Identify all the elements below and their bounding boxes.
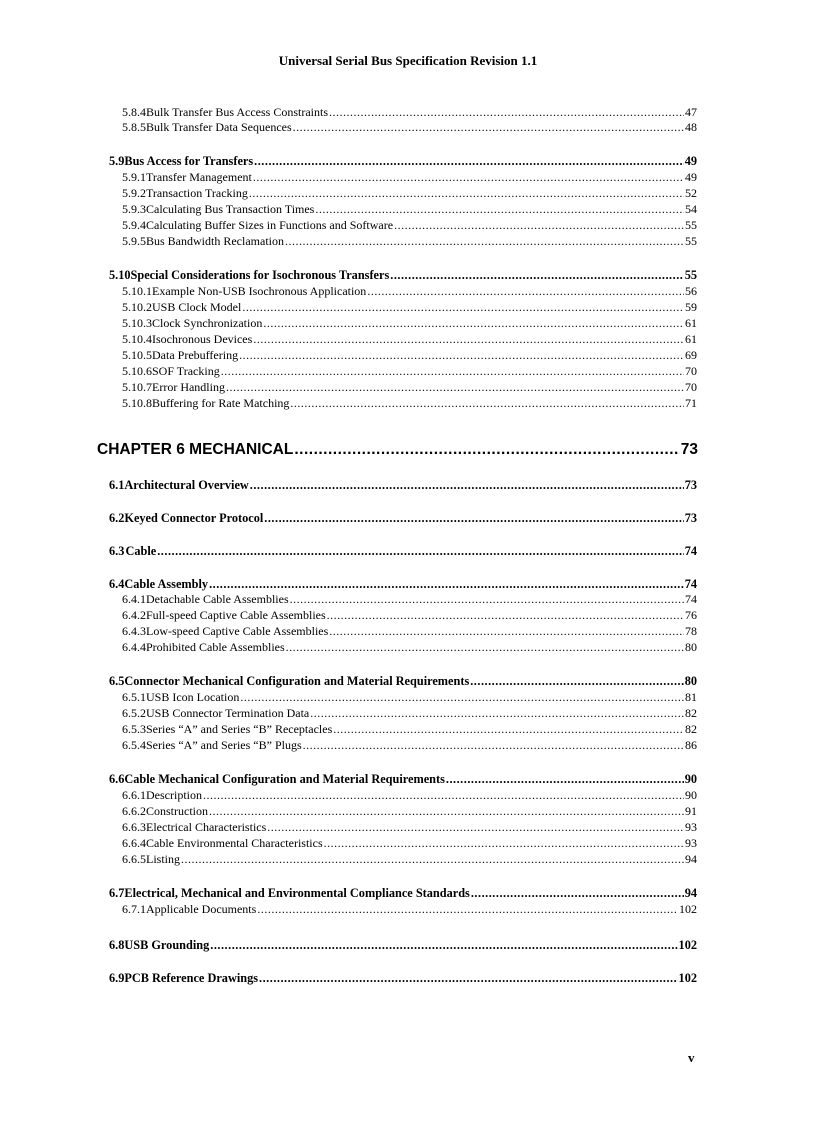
toc-subsection-entry[interactable]	[122, 788, 697, 803]
dot-leader	[333, 722, 684, 737]
toc-subsection-entry[interactable]	[122, 592, 697, 607]
dot-leader	[390, 268, 683, 283]
dot-leader	[253, 170, 684, 185]
toc-entry-number: 6.5.1	[122, 690, 146, 704]
toc-subsection-entry[interactable]	[122, 836, 697, 851]
toc-section-entry[interactable]	[109, 938, 697, 953]
toc-entry-title: PCB Reference Drawings	[124, 971, 259, 985]
dot-leader	[446, 772, 684, 787]
toc-subsection-entry[interactable]	[122, 722, 697, 737]
toc-entry-page: 74	[685, 592, 697, 606]
dot-leader	[240, 690, 684, 705]
toc-entry-number: 6.7.1	[122, 902, 146, 916]
toc-entry-page: 82	[685, 722, 697, 736]
toc-subsection-entry[interactable]	[122, 690, 697, 705]
toc-subsection-entry[interactable]	[122, 640, 697, 655]
toc-entry-title: USB Grounding	[124, 938, 210, 952]
toc-section-entry[interactable]	[109, 154, 697, 169]
toc-subsection-entry[interactable]	[122, 234, 697, 249]
toc-entry-number: 6.4.3	[122, 624, 146, 638]
toc-entry-title: Description	[146, 788, 202, 802]
toc-entry-title: Transfer Management	[146, 170, 252, 184]
toc-entry-number: 5.10.2	[122, 300, 152, 314]
toc-subsection-entry[interactable]	[122, 120, 697, 135]
toc-entry-title: Cable Mechanical Configuration and Material Requirements	[124, 772, 445, 786]
toc-entry-page: 61	[685, 316, 697, 330]
toc-subsection-entry[interactable]	[122, 902, 697, 917]
dot-leader	[315, 202, 684, 217]
toc-entry-number: 5.10.6	[122, 364, 152, 378]
toc-entry-page: 71	[685, 396, 697, 410]
toc-entry-page: 69	[685, 348, 697, 362]
toc-entry-title: Electrical Characteristics	[146, 820, 267, 834]
toc-entry-title: USB Icon Location	[146, 690, 240, 704]
toc-entry-title: Prohibited Cable Assemblies	[146, 640, 285, 654]
toc-entry-page: 91	[685, 804, 697, 818]
dot-leader	[290, 592, 684, 607]
toc-entry-title: Calculating Buffer Sizes in Functions and Software	[146, 218, 394, 232]
toc-subsection-entry[interactable]	[122, 624, 697, 639]
toc-entry-page: 82	[685, 706, 697, 720]
toc-entry-number: 6.9	[109, 971, 125, 985]
toc-entry-number: 6.2	[109, 511, 125, 525]
toc-entry-number: 5.10.5	[122, 348, 152, 362]
toc-entry-title: Error Handling	[152, 380, 225, 394]
toc-entry-number: 6.7	[109, 886, 125, 900]
toc-entry-page: 59	[685, 300, 697, 314]
toc-entry-title: Buffering for Rate Matching	[152, 396, 290, 410]
toc-entry-page: 78	[685, 624, 697, 638]
toc-entry-title: Series “A” and Series “B” Plugs	[146, 738, 302, 752]
toc-entry-title: Cable Assembly	[124, 577, 209, 591]
toc-entry-number: 6.5	[109, 674, 125, 688]
toc-subsection-entry[interactable]	[122, 284, 697, 299]
toc-entry-title: Series “A” and Series “B” Receptacles	[146, 722, 333, 736]
toc-subsection-entry[interactable]	[122, 738, 697, 753]
dot-leader	[329, 624, 684, 639]
dot-leader	[242, 300, 684, 315]
dot-leader	[290, 396, 684, 411]
toc-subsection-entry[interactable]	[122, 364, 697, 379]
toc-entry-title: Transaction Tracking	[146, 186, 248, 200]
toc-subsection-entry[interactable]	[122, 820, 697, 835]
toc-entry-page: 74	[684, 577, 697, 591]
dot-leader	[267, 820, 684, 835]
dot-leader	[250, 478, 684, 493]
toc-entry-page: 49	[685, 170, 697, 184]
toc-entry-title: Example Non-USB Isochronous Application	[152, 284, 367, 298]
toc-entry-number: 6.6	[109, 772, 125, 786]
dot-leader	[226, 380, 684, 395]
dot-leader	[157, 544, 683, 559]
toc-section-entry[interactable]	[109, 886, 697, 901]
toc-entry-number: 6.5.2	[122, 706, 146, 720]
dot-leader	[303, 738, 684, 753]
dot-leader	[324, 836, 684, 851]
dot-leader	[257, 902, 678, 917]
toc-chapter-entry[interactable]	[97, 441, 698, 459]
toc-entry-number: 5.10	[109, 268, 131, 282]
toc-subsection-entry[interactable]	[122, 852, 697, 867]
toc-entry-page: 94	[684, 886, 697, 900]
toc-subsection-entry[interactable]	[122, 300, 697, 315]
toc-entry-title: Cable Environmental Characteristics	[146, 836, 323, 850]
toc-entry-title: Construction	[146, 804, 208, 818]
toc-section-entry[interactable]	[109, 674, 697, 689]
toc-entry-page: 81	[685, 690, 697, 704]
dot-leader	[253, 332, 684, 347]
toc-entry-number: 5.9.2	[122, 186, 146, 200]
toc-entry-number: 5.10.1	[122, 284, 152, 298]
toc-section-entry[interactable]	[109, 772, 697, 787]
toc-entry-page: 73	[684, 511, 697, 525]
toc-entry-title: SOF Tracking	[152, 364, 220, 378]
toc-entry-number: 6.3	[109, 544, 125, 558]
toc-entry-number: 6.6.3	[122, 820, 146, 834]
toc-entry-number: 5.10.4	[122, 332, 152, 346]
toc-entry-number: 6.6.5	[122, 852, 146, 866]
toc-entry-number: 6.5.4	[122, 738, 146, 752]
toc-subsection-entry[interactable]	[122, 332, 697, 347]
toc-subsection-entry[interactable]	[122, 706, 697, 721]
toc-entry-number: 5.9.3	[122, 202, 146, 216]
toc-subsection-entry[interactable]	[122, 348, 697, 363]
dot-leader	[209, 804, 684, 819]
toc-entry-number: 6.4.4	[122, 640, 146, 654]
toc-subsection-entry[interactable]	[122, 170, 697, 185]
toc-entry-page: 86	[685, 738, 697, 752]
toc-entry-title: Connector Mechanical Configuration and Material Requirements	[124, 674, 470, 688]
toc-entry-title: Electrical, Mechanical and Environmental Compliance Standards	[124, 886, 470, 900]
toc-subsection-entry[interactable]	[122, 105, 697, 120]
toc-entry-title: Bus Bandwidth Reclamation	[146, 234, 284, 248]
toc-entry-number: 5.8.5	[122, 120, 146, 134]
toc-entry-title: Full-speed Captive Cable Assemblies	[146, 608, 326, 622]
toc-entry-number: 6.1	[109, 478, 125, 492]
toc-subsection-entry[interactable]	[122, 202, 697, 217]
toc-entry-page: 76	[685, 608, 697, 622]
dot-leader	[181, 852, 684, 867]
toc-subsection-entry[interactable]	[122, 380, 697, 395]
toc-entry-page: 90	[685, 788, 697, 802]
toc-entry-number: 6.4.1	[122, 592, 146, 606]
toc-entry-number: 6.4	[109, 577, 125, 591]
toc-entry-page: 47	[685, 105, 697, 119]
toc-section-entry[interactable]	[109, 971, 697, 986]
toc-entry-page: 52	[685, 186, 697, 200]
toc-entry-page: 102	[678, 971, 697, 985]
dot-leader	[293, 120, 684, 135]
toc-entry-title: Cable	[125, 544, 157, 558]
toc-entry-number: 5.10.7	[122, 380, 152, 394]
toc-entry-number: 6.6.4	[122, 836, 146, 850]
toc-entry-number: 5.9	[109, 154, 125, 168]
page-header-title: Universal Serial Bus Specification Revision 1.1	[278, 53, 538, 68]
dot-leader	[329, 105, 684, 120]
toc-entry-page: 80	[684, 674, 697, 688]
toc-entry-title: Data Prebuffering	[152, 348, 239, 362]
toc-entry-title: Low-speed Captive Cable Assemblies	[146, 624, 329, 638]
toc-entry-title: Isochronous Devices	[152, 332, 253, 346]
toc-entry-page: 70	[685, 364, 697, 378]
toc-entry-title: Listing	[146, 852, 181, 866]
toc-entry-page: 80	[685, 640, 697, 654]
dot-leader	[239, 348, 684, 363]
toc-subsection-entry[interactable]	[122, 218, 697, 233]
toc-entry-page: 102	[679, 902, 697, 916]
toc-section-entry[interactable]	[109, 511, 697, 526]
toc-entry-page: 55	[685, 218, 697, 232]
toc-section-entry[interactable]	[109, 544, 697, 559]
toc-entry-number: 6.6.1	[122, 788, 146, 802]
toc-entry-page: 102	[678, 938, 697, 952]
toc-entry-page: 74	[684, 544, 697, 558]
toc-entry-title: Clock Synchronization	[152, 316, 263, 330]
toc-entry-page: 61	[685, 332, 697, 346]
dot-leader	[394, 218, 684, 233]
dot-leader	[259, 971, 678, 986]
toc-entry-title: Keyed Connector Protocol	[124, 511, 264, 525]
toc-entry-page: 73	[680, 441, 698, 458]
toc-section-entry[interactable]	[109, 268, 697, 283]
toc-entry-page: 55	[684, 268, 697, 282]
dot-leader	[294, 441, 679, 459]
toc-entry-number: 6.5.3	[122, 722, 146, 736]
toc-entry-page: 56	[685, 284, 697, 298]
toc-entry-number: 5.9.4	[122, 218, 146, 232]
page-number: v	[688, 1050, 695, 1065]
toc-entry-number: 6.6.2	[122, 804, 146, 818]
toc-section-entry[interactable]	[109, 577, 697, 592]
toc-subsection-entry[interactable]	[122, 608, 697, 623]
toc-entry-page: 70	[685, 380, 697, 394]
toc-subsection-entry[interactable]	[122, 804, 697, 819]
toc-subsection-entry[interactable]	[122, 396, 697, 411]
dot-leader	[249, 186, 684, 201]
toc-entry-number: 5.8.4	[122, 105, 146, 119]
dot-leader	[310, 706, 684, 721]
dot-leader	[210, 938, 677, 953]
toc-entry-number: 5.9.5	[122, 234, 146, 248]
toc-subsection-entry[interactable]	[122, 316, 697, 331]
toc-entry-number: 5.10.3	[122, 316, 152, 330]
dot-leader	[327, 608, 684, 623]
toc-entry-page: 54	[685, 202, 697, 216]
toc-entry-title: USB Clock Model	[152, 300, 242, 314]
dot-leader	[264, 511, 683, 526]
toc-entry-page: 94	[685, 852, 697, 866]
toc-entry-number: 5.10.8	[122, 396, 152, 410]
toc-entry-title: Bus Access for Transfers	[124, 154, 254, 168]
toc-entry-number: 6.4.2	[122, 608, 146, 622]
dot-leader	[209, 577, 684, 592]
toc-entry-page: 93	[685, 820, 697, 834]
dot-leader	[203, 788, 684, 803]
dot-leader	[221, 364, 684, 379]
toc-entry-page: 55	[685, 234, 697, 248]
toc-subsection-entry[interactable]	[122, 186, 697, 201]
dot-leader	[471, 886, 684, 901]
toc-entry-page: 49	[684, 154, 697, 168]
toc-entry-page: 93	[685, 836, 697, 850]
toc-entry-title: Bulk Transfer Data Sequences	[146, 120, 292, 134]
dot-leader	[254, 154, 684, 169]
dot-leader	[263, 316, 684, 331]
toc-entry-page: 48	[685, 120, 697, 134]
dot-leader	[367, 284, 684, 299]
toc-entry-title: Special Considerations for Isochronous Transfers	[130, 268, 390, 282]
toc-section-entry[interactable]	[109, 478, 697, 493]
toc-entry-title: Architectural Overview	[124, 478, 249, 492]
toc-entry-page: 90	[684, 772, 697, 786]
toc-entry-page: 73	[684, 478, 697, 492]
toc-entry-title: Calculating Bus Transaction Times	[146, 202, 315, 216]
toc-entry-title: Bulk Transfer Bus Access Constraints	[146, 105, 329, 119]
dot-leader	[470, 674, 683, 689]
toc-entry-title: Detachable Cable Assemblies	[146, 592, 289, 606]
dot-leader	[285, 234, 684, 249]
toc-entry-title: USB Connector Termination Data	[146, 706, 310, 720]
dot-leader	[286, 640, 684, 655]
toc-entry-title: CHAPTER 6 MECHANICAL	[97, 441, 294, 458]
toc-entry-number: 6.8	[109, 938, 125, 952]
toc-entry-number: 5.9.1	[122, 170, 146, 184]
toc-entry-title: Applicable Documents	[146, 902, 257, 916]
